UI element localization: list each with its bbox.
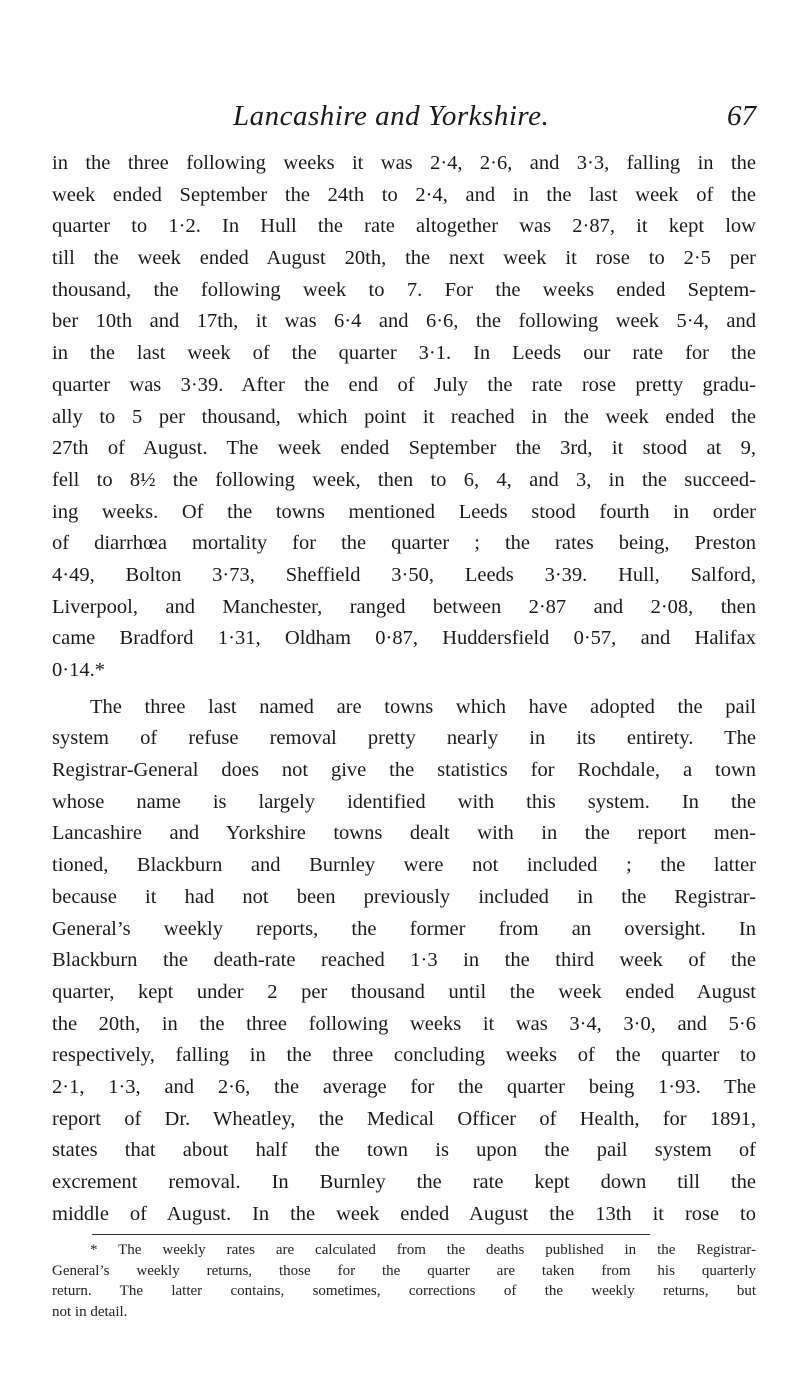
text-line: till the week ended August 20th, the next week it rose to 2·5 per [52, 247, 756, 270]
text-line: respectively, falling in the three concluding weeks of the quarter to [52, 1044, 756, 1067]
text-line: quarter to 1·2. In Hull the rate altogether was 2·87, it kept low [52, 215, 756, 238]
body-text [52, 148, 756, 1230]
text-line: middle of August. In the week ended August the 13th it rose to [52, 1202, 756, 1225]
text-line: 4·49, Bolton 3·73, Sheffield 3·50, Leeds 3·39. Hull, Salford, [52, 563, 756, 586]
text-line: Registrar-General does not give the statistics for Rochdale, a town [52, 759, 756, 782]
footnote-rule [92, 1234, 650, 1235]
text-line: 2·1, 1·3, and 2·6, the average for the quarter being 1·93. The [52, 1075, 756, 1098]
text-line: ber 10th and 17th, it was 6·4 and 6·6, the following week 5·4, and [52, 310, 756, 333]
text-line: came Bradford 1·31, Oldham 0·87, Huddersfield 0·57, and Halifax [52, 627, 756, 650]
text-line: 0·14.* [52, 659, 105, 681]
text-line: thousand, the following week to 7. For the weeks ended Septem- [52, 278, 756, 301]
running-header [0, 100, 800, 140]
text-line: the 20th, in the three following weeks it was 3·4, 3·0, and 5·6 [52, 1012, 756, 1035]
paragraph [52, 148, 756, 687]
footnote-line: * The weekly rates are calculated from the deaths published in the Registrar- [90, 1242, 756, 1258]
paragraph [52, 692, 756, 1231]
text-line: Liverpool, and Manchester, ranged between 2·87 and 2·08, then [52, 595, 756, 618]
text-line: quarter was 3·39. After the end of July the rate rose pretty gradu- [52, 373, 756, 396]
text-line: General’s weekly reports, the former from an oversight. In [52, 917, 756, 940]
text-line: of diarrhœa mortality for the quarter ; the rates being, Preston [52, 532, 756, 555]
text-line: tioned, Blackburn and Burnley were not included ; the latter [52, 854, 756, 877]
text-line: states that about half the town is upon the pail system of [52, 1139, 756, 1162]
page-number: 67 [727, 100, 756, 132]
footnote-line: return. The latter contains, sometimes, corrections of the weekly returns, but [52, 1283, 756, 1299]
text-line: Blackburn the death-rate reached 1·3 in the third week of the [52, 949, 756, 972]
text-line: because it had not been previously included in the Registrar- [52, 885, 756, 908]
text-line: Lancashire and Yorkshire towns dealt with in the report men- [52, 822, 756, 845]
footnote [52, 1240, 756, 1322]
text-line: The three last named are towns which have adopted the pail [90, 695, 756, 718]
text-line: report of Dr. Wheatley, the Medical Officer of Health, for 1891, [52, 1107, 756, 1130]
running-title: Lancashire and Yorkshire. [233, 100, 550, 132]
text-line: whose name is largely identified with this system. In the [52, 790, 756, 813]
text-line: system of refuse removal pretty nearly in its entirety. The [52, 727, 756, 750]
text-line: week ended September the 24th to 2·4, and in the last week of the [52, 183, 756, 206]
text-line: ing weeks. Of the towns mentioned Leeds stood fourth in order [52, 500, 756, 523]
footnote-line: not in detail. [52, 1303, 128, 1320]
text-line: excrement removal. In Burnley the rate kept down till the [52, 1171, 756, 1193]
text-line: 27th of August. The week ended September the 3rd, it stood at 9, [52, 437, 756, 460]
text-line: ally to 5 per thousand, which point it reached in the week ended the [52, 405, 756, 428]
text-line: fell to 8½ the following week, then to 6, 4, and 3, in the succeed- [52, 468, 756, 491]
text-line: quarter, kept under 2 per thousand until the week ended August [52, 980, 756, 1003]
text-line: in the three following weeks it was 2·4, 2·6, and 3·3, falling in the [52, 152, 756, 174]
text-line: in the last week of the quarter 3·1. In Leeds our rate for the [52, 342, 756, 365]
footnote-line: General’s weekly returns, those for the quarter are taken from his quarterly [52, 1262, 756, 1279]
